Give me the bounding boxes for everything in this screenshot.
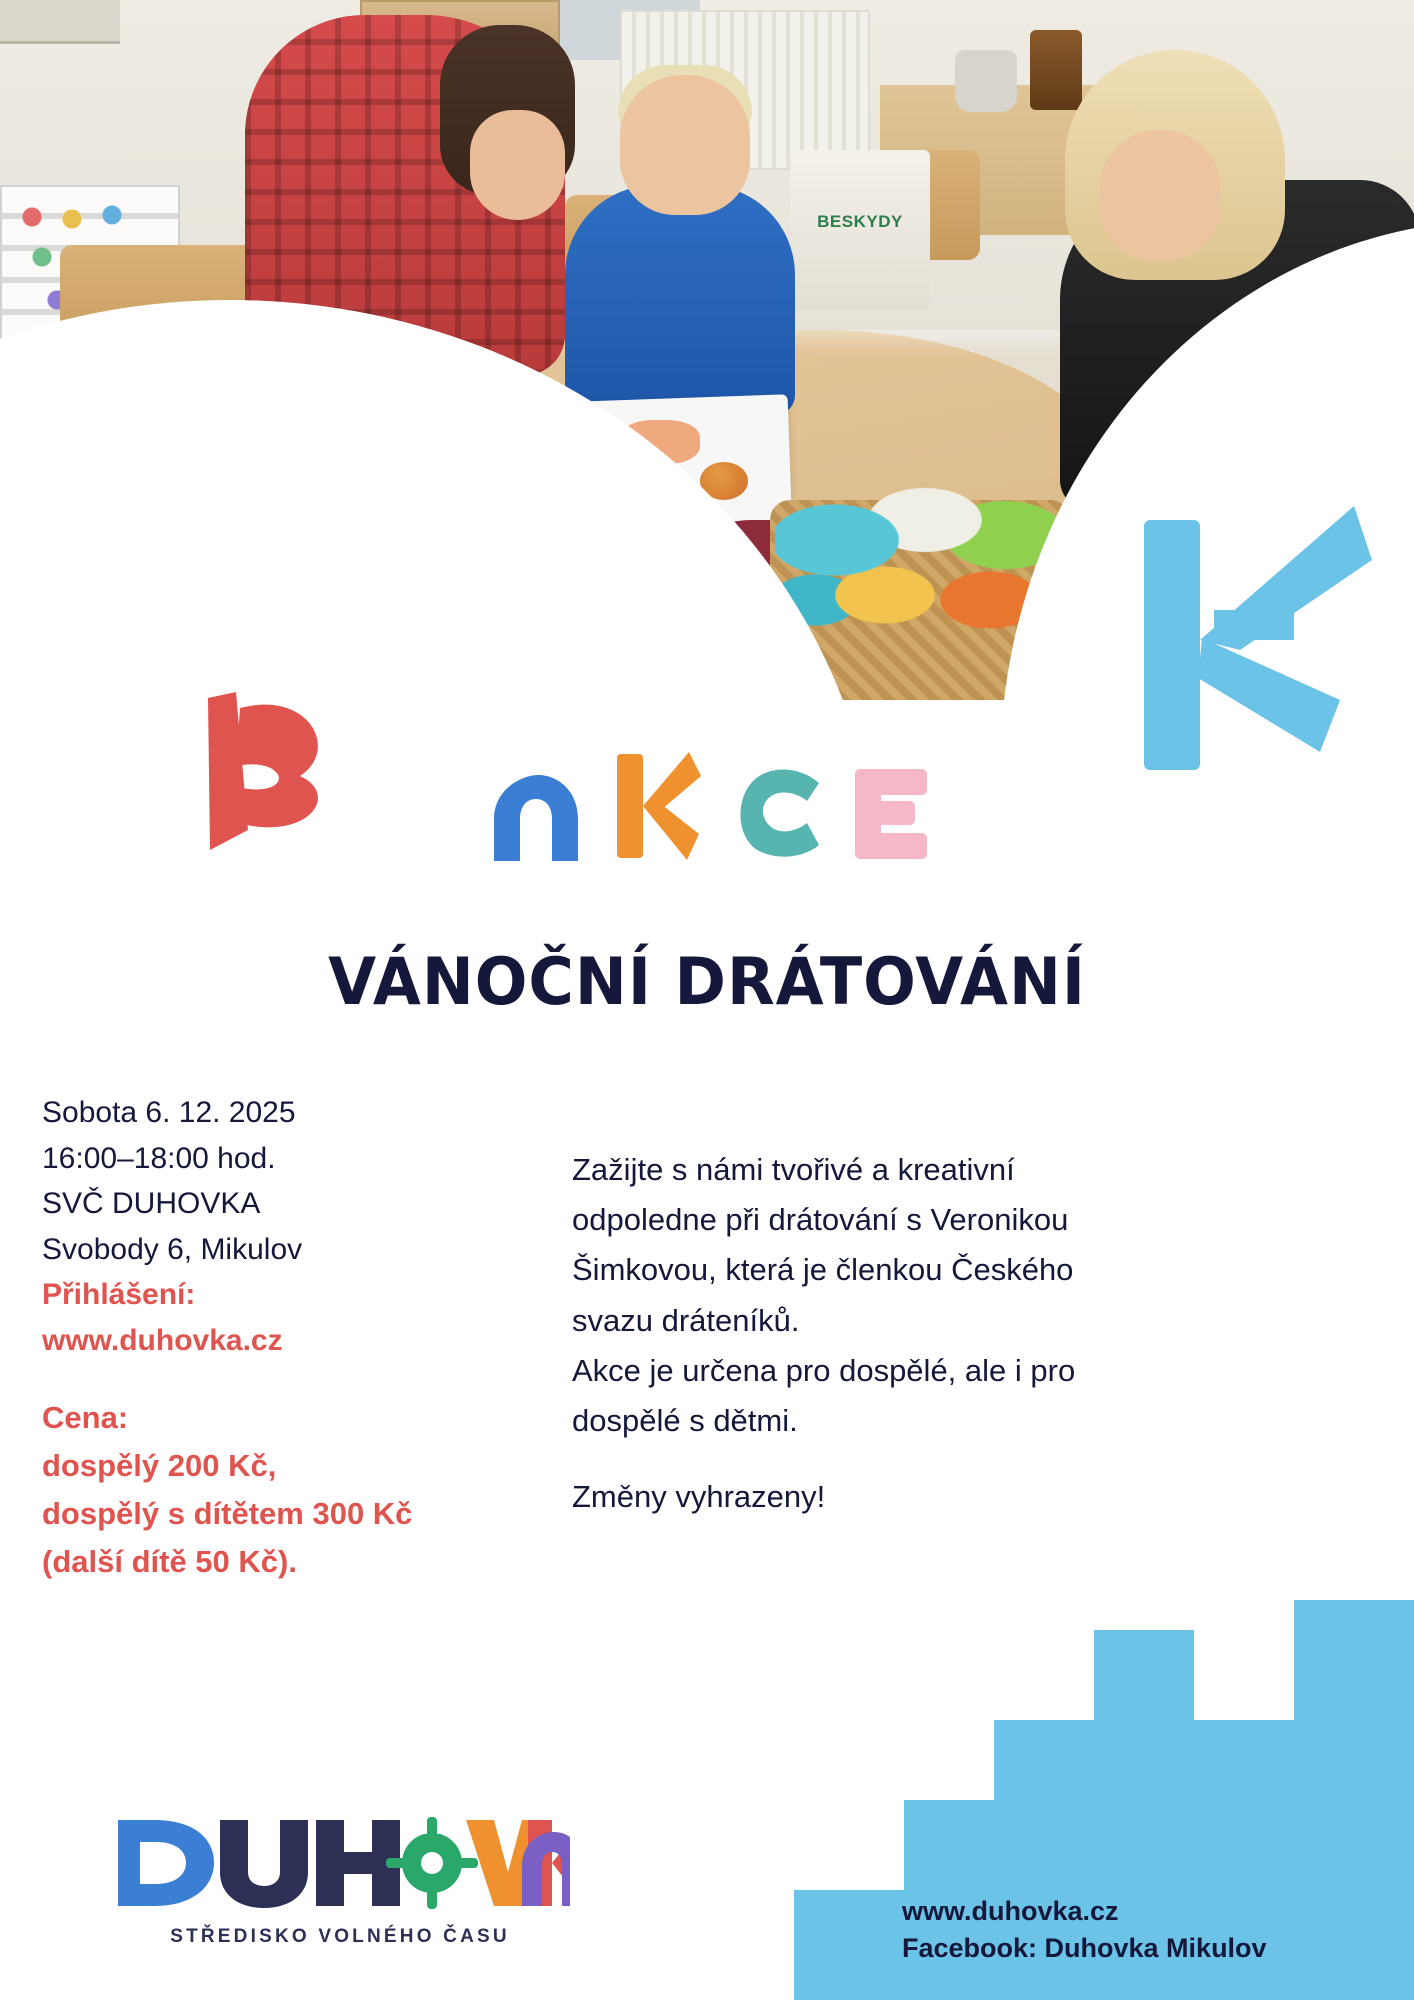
description-line-5: Akce je určena pro dospělé, ale i pro bbox=[572, 1352, 1076, 1388]
duhovka-wordmark-icon bbox=[110, 1810, 570, 1915]
photo-kettle bbox=[955, 50, 1017, 112]
price-line-adult-child: dospělý s dítětem 300 Kč bbox=[42, 1495, 413, 1531]
event-date: Sobota 6. 12. 2025 bbox=[42, 1096, 296, 1129]
event-time: 16:00–18:00 hod. bbox=[42, 1141, 276, 1175]
description-line-1: Zažijte s námi tvořivé a kreativní bbox=[572, 1152, 1015, 1187]
akce-letter-c bbox=[727, 763, 823, 868]
decor-k-shape-icon bbox=[1144, 490, 1374, 780]
description-note: Změny vyhrazeny! bbox=[572, 1479, 826, 1515]
duhovka-tagline: STŘEDISKO VOLNÉHO ČASU bbox=[170, 1926, 510, 1947]
price-block bbox=[42, 1394, 512, 1586]
description-line-6: dospělé s dětmi. bbox=[572, 1403, 798, 1439]
duhovka-logo bbox=[110, 1810, 570, 1948]
price-line-adult: dospělý 200 Kč, bbox=[42, 1447, 277, 1483]
photo-boy-body bbox=[565, 185, 795, 415]
description-paragraph bbox=[572, 1145, 1332, 1446]
event-address: Svobody 6, Mikulov bbox=[42, 1232, 303, 1266]
footer-web[interactable]: www.duhovka.cz bbox=[902, 1896, 1119, 1927]
footer-contact bbox=[902, 1893, 1372, 1966]
page-title: VÁNOČNÍ DRÁTOVÁNÍ bbox=[328, 943, 1086, 1020]
event-description bbox=[572, 1145, 1332, 1523]
photo-boy-head bbox=[620, 75, 750, 215]
description-line-4: svazu dráteníků. bbox=[572, 1302, 800, 1338]
photo-shelf bbox=[0, 0, 120, 44]
photo-jar bbox=[1030, 30, 1082, 110]
price-label: Cena: bbox=[42, 1399, 129, 1435]
footer-facebook[interactable]: Facebook: Duhovka Mikulov bbox=[902, 1932, 1267, 1963]
photo-shopping-bag: BESKYDY bbox=[790, 150, 930, 310]
photo-person-plaid-face bbox=[470, 110, 565, 220]
akce-letter-k bbox=[613, 748, 701, 868]
event-venue: SVČ DUHOVKA bbox=[42, 1187, 261, 1221]
akce-letters bbox=[0, 748, 1414, 868]
photo-woman-face bbox=[1100, 130, 1220, 260]
description-line-3: Šimkovou, která je členkou Českého bbox=[572, 1252, 1074, 1288]
registration-link[interactable]: www.duhovka.cz bbox=[42, 1323, 283, 1357]
event-details bbox=[42, 1090, 512, 1586]
description-line-2: odpoledne při drátování s Veronikou bbox=[572, 1202, 1069, 1238]
price-line-extra-child: (další dítě 50 Kč). bbox=[42, 1543, 297, 1579]
akce-letter-e bbox=[849, 765, 933, 868]
registration-label: Přihlášení: bbox=[42, 1278, 196, 1312]
akce-letter-a bbox=[482, 773, 587, 868]
akce-badge bbox=[0, 690, 1414, 890]
